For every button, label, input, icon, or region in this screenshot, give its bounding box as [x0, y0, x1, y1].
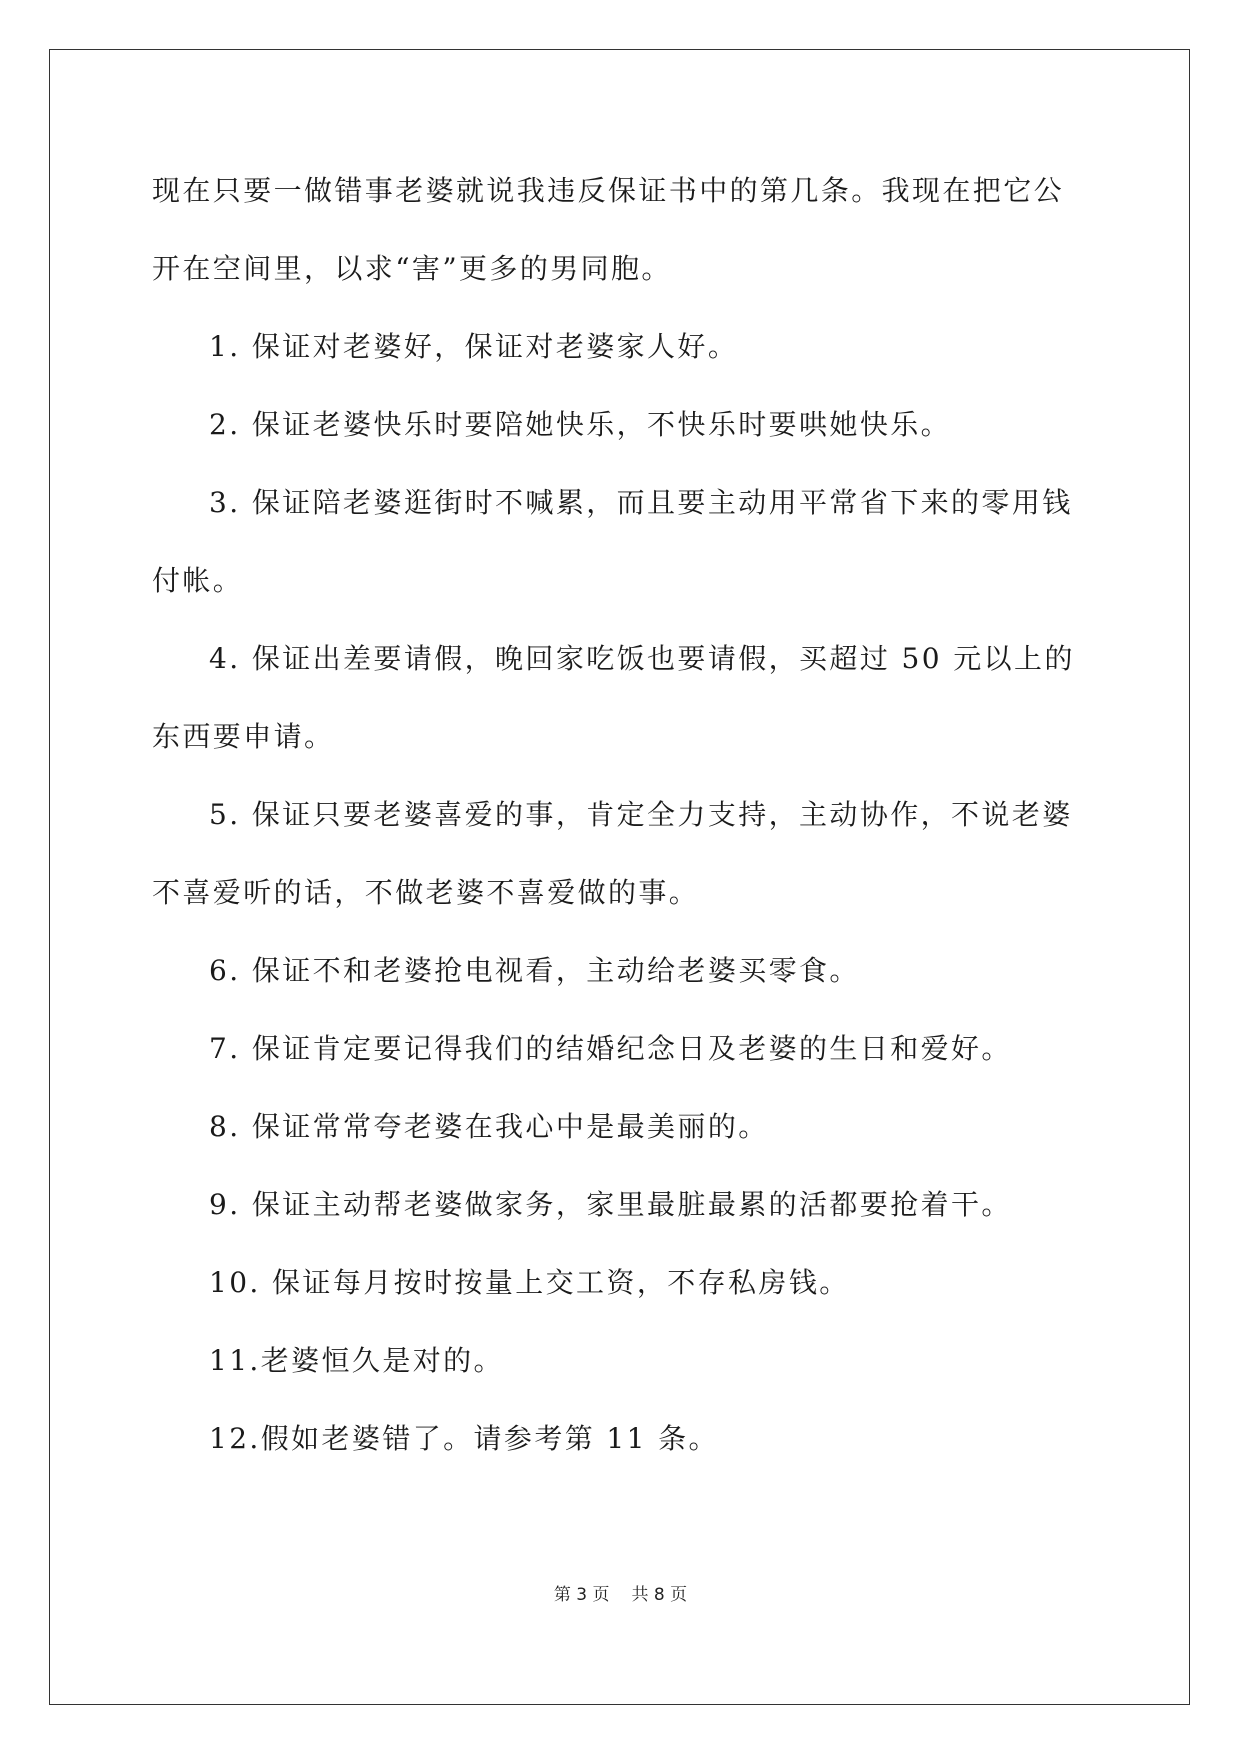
- list-item-10: 10. 保证每月按时按量上交工资，不存私房钱。: [209, 1266, 850, 1299]
- list-item-4-continued: 东西要申请。: [152, 720, 335, 753]
- list-item-3: 3. 保证陪老婆逛街时不喊累，而且要主动用平常省下来的零用钱: [209, 486, 1073, 519]
- list-item-7: 7. 保证肯定要记得我们的结婚纪念日及老婆的生日和爱好。: [209, 1032, 1012, 1065]
- paragraph-line: 现在只要一做错事老婆就说我违反保证书中的第几条。我现在把它公: [152, 174, 1065, 207]
- document-body: [152, 165, 1092, 1491]
- list-item-2: 2. 保证老婆快乐时要陪她快乐，不快乐时要哄她快乐。: [209, 408, 952, 441]
- list-item-12: 12.假如老婆错了。请参考第 11 条。: [209, 1422, 719, 1455]
- page-number-total: 共 8 页: [631, 1585, 688, 1605]
- page-number-current: 第 3 页: [553, 1585, 610, 1605]
- list-item-11: 11.老婆恒久是对的。: [209, 1344, 504, 1377]
- list-item-6: 6. 保证不和老婆抢电视看，主动给老婆买零食。: [209, 954, 860, 987]
- paragraph-line: 开在空间里，以求“害”更多的男同胞。: [152, 252, 672, 285]
- list-item-5: 5. 保证只要老婆喜爱的事，肯定全力支持，主动协作，不说老婆: [209, 798, 1073, 831]
- page-footer: [0, 1580, 1241, 1605]
- list-item-8: 8. 保证常常夸老婆在我心中是最美丽的。: [209, 1110, 769, 1143]
- list-item-9: 9. 保证主动帮老婆做家务，家里最脏最累的活都要抢着干。: [209, 1188, 1012, 1221]
- list-item-3-continued: 付帐。: [152, 564, 244, 597]
- list-item-5-continued: 不喜爱听的话，不做老婆不喜爱做的事。: [152, 876, 700, 909]
- list-item-4: 4. 保证出差要请假，晚回家吃饭也要请假，买超过 50 元以上的: [209, 642, 1075, 675]
- list-item-1: 1. 保证对老婆好，保证对老婆家人好。: [209, 330, 739, 363]
